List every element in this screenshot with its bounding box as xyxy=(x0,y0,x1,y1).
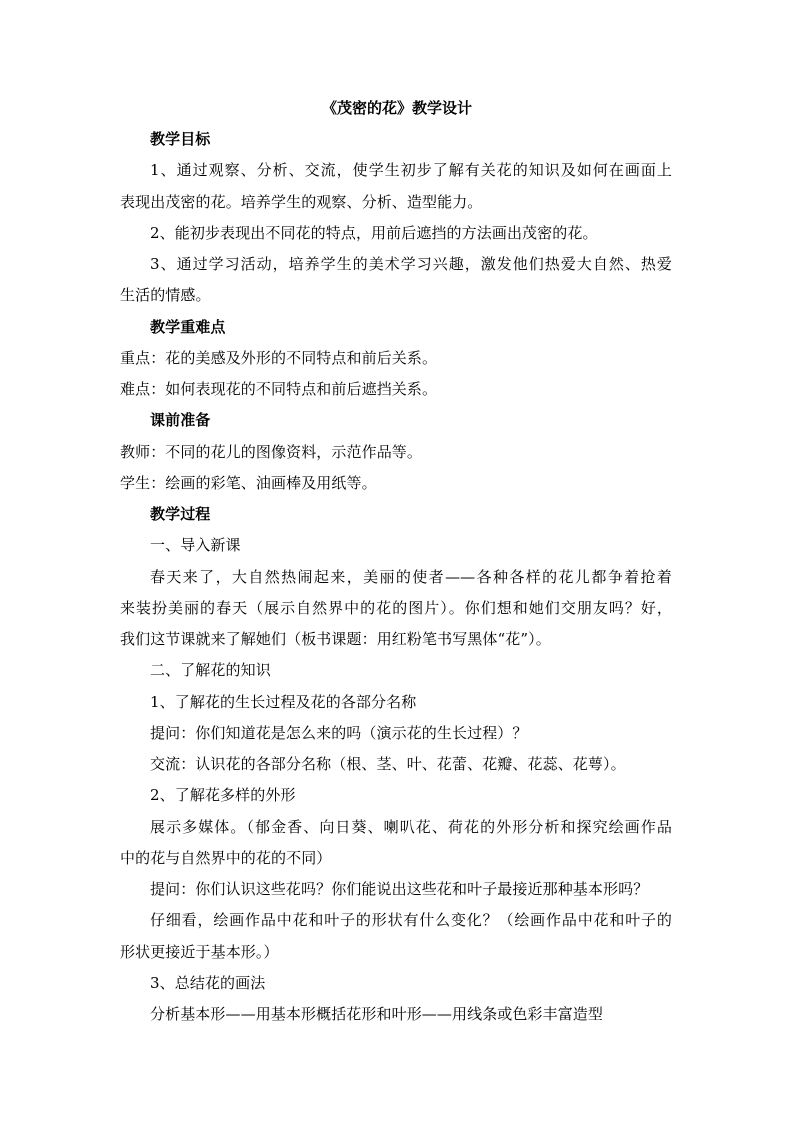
paragraph-line: 1、了解花的生长过程及花的各部分名称 xyxy=(150,692,417,711)
paragraph-line: 一、导入新课 xyxy=(150,536,241,555)
section-heading: 教学重难点 xyxy=(150,317,226,336)
section-heading: 教学过程 xyxy=(150,505,211,523)
paragraph-line: 学生：绘画的彩笔、油画棒及用纸等。 xyxy=(120,473,377,492)
section-heading: 教学目标 xyxy=(150,130,211,148)
paragraph-line: 交流：认识花的各部分名称（根、茎、叶、花蕾、花瓣、花蕊、花萼）。 xyxy=(150,755,626,773)
paragraph-line: 1、通过观察、分析、交流，使学生初步了解有关花的知识及如何在画面上 xyxy=(150,161,672,180)
paragraph-line: 3、通过学习活动，培养学生的美术学习兴趣，激发他们热爱大自然、热爱 xyxy=(150,255,672,273)
paragraph-line: 3、总结花的画法 xyxy=(150,973,266,992)
paragraph-line: 二、了解花的知识 xyxy=(150,661,271,680)
paragraph-line: 提问：你们知道花是怎么来的吗（演示花的生长过程）？ xyxy=(150,723,528,742)
section-heading: 课前准备 xyxy=(150,411,211,430)
paragraph-line: 2、能初步表现出不同花的特点，用前后遮挡的方法画出茂密的花。 xyxy=(150,223,598,242)
paragraph-line: 表现出茂密的花。培养学生的观察、分析、造型能力。 xyxy=(120,192,483,211)
paragraph-line: 分析基本形——用基本形概括花形和叶形——用线条或色彩丰富造型 xyxy=(150,1005,604,1023)
paragraph-line: 春天来了，大自然热闹起来，美丽的使者——各种各样的花儿都争着抢着 xyxy=(150,567,672,586)
document-title: 《茂密的花》教学设计 xyxy=(321,99,472,117)
paragraph-line: 教师：不同的花儿的图像资料，示范作品等。 xyxy=(120,442,423,461)
paragraph-line: 重点：花的美感及外形的不同特点和前后关系。 xyxy=(120,348,438,367)
paragraph-line: 中的花与自然界中的花的不同） xyxy=(120,848,332,867)
paragraph-line: 我们这节课就来了解她们（板书课题：用红粉笔书写黑体“花”）。 xyxy=(120,630,551,648)
paragraph-line: 展示多媒体。（郁金香、向日葵、喇叭花、荷花的外形分析和探究绘画作品 xyxy=(150,817,672,836)
paragraph-line: 2、了解花多样的外形 xyxy=(150,786,296,805)
paragraph-line: 难点：如何表现花的不同特点和前后遮挡关系。 xyxy=(120,380,438,398)
paragraph-line: 生活的情感。 xyxy=(120,286,211,305)
paragraph-line: 仔细看，绘画作品中花和叶子的形状有什么变化？（绘画作品中花和叶子的 xyxy=(150,911,672,930)
paragraph-line: 形状更接近于基本形。） xyxy=(120,942,279,961)
paragraph-line: 提问：你们认识这些花吗？你们能说出这些花和叶子最接近那种基本形吗？ xyxy=(150,880,649,898)
paragraph-line: 来装扮美丽的春天（展示自然界中的花的图片）。你们想和她们交朋友吗？好， xyxy=(120,598,672,617)
